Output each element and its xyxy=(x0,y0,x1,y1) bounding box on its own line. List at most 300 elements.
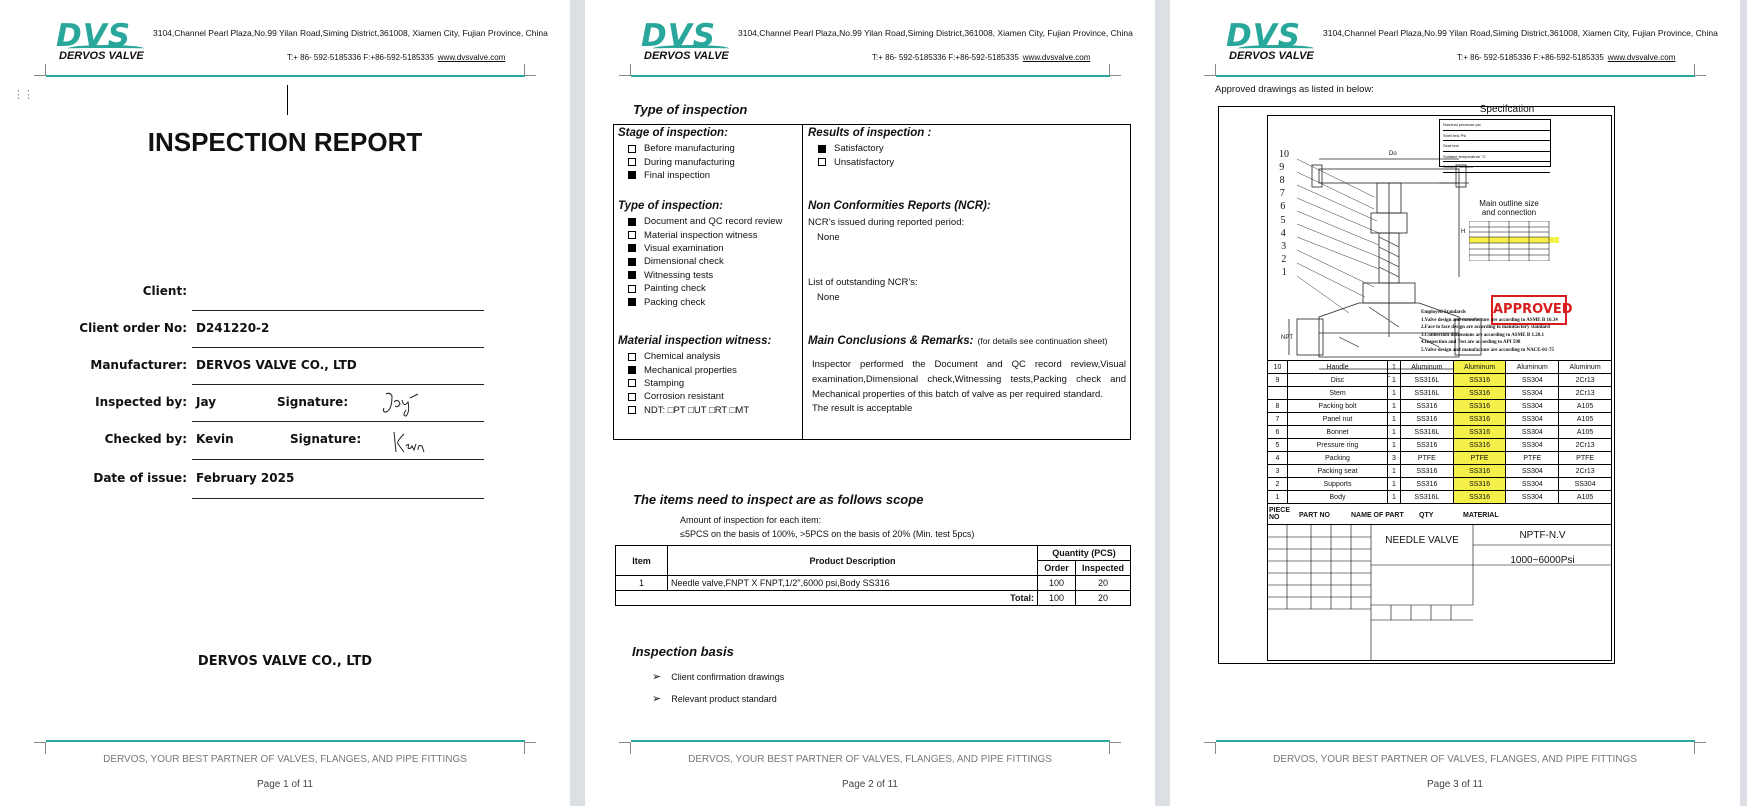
parts-cell: SS304 xyxy=(1559,478,1612,491)
outline-title-text: Main outline size xyxy=(1479,199,1539,208)
order-value: D241220-2 xyxy=(196,321,270,335)
checklist-label: NDT: □PT □UT □RT □MT xyxy=(644,404,750,416)
ncr-outstanding-value: None xyxy=(817,292,840,303)
parts-cell: SS316 xyxy=(1453,387,1506,400)
checkbox-checked-icon[interactable] xyxy=(628,298,636,306)
cell-order: 100 xyxy=(1038,576,1076,591)
parts-cell: 4 xyxy=(1268,452,1288,465)
header-website-link[interactable]: www.dvsvalve.com xyxy=(1022,53,1091,62)
parts-cell: SS316L xyxy=(1401,374,1454,387)
scope-heading: The items need to inspect are as follows scope xyxy=(633,492,924,507)
approved-stamp: APPROVED xyxy=(1491,295,1567,325)
parts-cell: SS316 xyxy=(1453,491,1506,504)
type-list xyxy=(628,215,782,309)
col-material: MATERIAL xyxy=(1463,512,1499,519)
checkbox-checked-icon[interactable] xyxy=(628,366,636,374)
field-underline xyxy=(192,421,484,422)
checklist-label: During manufacturing xyxy=(644,156,735,168)
checklist-label: Corrosion resistant xyxy=(644,391,724,403)
total-inspected: 20 xyxy=(1076,591,1131,606)
spec-title: Specifcation xyxy=(1479,104,1535,115)
parts-cell: SS316 xyxy=(1453,426,1506,439)
checklist-label: Painting check xyxy=(644,283,706,295)
parts-cell: 1 xyxy=(1268,491,1288,504)
parts-cell: 2 xyxy=(1268,478,1288,491)
checkbox-empty-icon[interactable] xyxy=(628,406,636,414)
signature-label: Signature: xyxy=(277,395,349,409)
col-qty: QTY xyxy=(1419,512,1434,519)
checklist-item xyxy=(628,242,782,255)
checklist-item xyxy=(818,142,931,155)
page-number: Page 3 of 11 xyxy=(1427,779,1483,790)
results-heading: Results of inspection : xyxy=(808,127,932,139)
checklist-label: Before manufacturing xyxy=(644,143,735,155)
company-logo xyxy=(56,18,151,62)
parts-cell: SS304 xyxy=(1506,491,1559,504)
svg-text:Do: Do xyxy=(1389,151,1397,157)
table-row xyxy=(1268,413,1612,426)
parts-cell: SS304 xyxy=(1506,439,1559,452)
text-cursor xyxy=(287,85,288,115)
type-heading: Type of inspection: xyxy=(618,200,723,212)
footer-rule xyxy=(1216,740,1695,742)
pressure-rating: 1000~6000Psi xyxy=(1510,555,1575,566)
part-balloon-label: 6 xyxy=(1280,201,1286,213)
parts-cell: Packing bolt xyxy=(1288,400,1388,413)
outline-title xyxy=(1469,199,1549,217)
parts-cell xyxy=(1268,387,1288,400)
parts-cell: SS304 xyxy=(1506,374,1559,387)
table-row xyxy=(1268,465,1612,478)
manufacturer-label: Manufacturer: xyxy=(90,358,187,372)
conclusions-result: The result is acceptable xyxy=(812,403,913,414)
total-label: Total: xyxy=(616,591,1038,606)
conclusions-note: (for details see continuation sheet) xyxy=(977,336,1108,346)
spec-row: Shell test Psi xyxy=(1443,131,1550,142)
parts-cell: A105 xyxy=(1559,400,1612,413)
parts-cell: SS316 xyxy=(1453,374,1506,387)
checklist-item xyxy=(628,255,782,268)
parts-cell: 10 xyxy=(1268,361,1288,374)
col-quantity: Quantity (PCS) xyxy=(1038,546,1131,561)
checkbox-checked-icon[interactable] xyxy=(628,258,636,266)
parts-cell: Stem xyxy=(1288,387,1388,400)
field-underline xyxy=(192,498,484,499)
conclusions-heading: Main Conclusions & Remarks: xyxy=(808,335,974,347)
column-divider xyxy=(802,125,803,439)
results-section xyxy=(808,127,931,169)
arrow-bullet-icon: ➢ xyxy=(652,671,662,683)
parts-cell: Pressure ring xyxy=(1288,439,1388,452)
parts-cell: Aluminum xyxy=(1453,361,1506,374)
checkbox-checked-icon[interactable] xyxy=(818,145,826,153)
standards-list xyxy=(1421,317,1561,355)
material-section xyxy=(618,335,771,417)
table-row xyxy=(1268,491,1612,504)
signature-jay-image xyxy=(380,388,420,418)
margin-corner-mark xyxy=(524,742,536,754)
outline-size-table-image xyxy=(1469,221,1559,261)
field-underline xyxy=(192,310,484,311)
svg-text:H: H xyxy=(1461,229,1466,235)
part-balloon-label: 4 xyxy=(1280,227,1286,239)
model-number: NPTF-N.V xyxy=(1519,530,1566,541)
standard-item: 2.Face to face design are according to manufactory standard xyxy=(1421,325,1550,330)
parts-cell: 1 xyxy=(1388,426,1401,439)
header-contact xyxy=(1457,53,1675,62)
checklist-item xyxy=(628,404,771,417)
table-row xyxy=(616,576,1131,591)
header-rule xyxy=(1216,75,1695,77)
parts-cell: 1 xyxy=(1388,374,1401,387)
parts-cell: SS304 xyxy=(1506,387,1559,400)
field-underline xyxy=(192,384,484,385)
parts-cell: 5 xyxy=(1268,439,1288,452)
svg-text:NPT: NPT xyxy=(1281,335,1293,341)
stage-list xyxy=(628,142,735,182)
checklist-label: Material inspection witness xyxy=(644,229,758,241)
page-number: Page 1 of 11 xyxy=(257,779,313,790)
basis-item-label: Client confirmation drawings xyxy=(671,671,785,682)
parts-cell: SS316L xyxy=(1401,387,1454,400)
parts-cell: PTFE xyxy=(1401,452,1454,465)
col-name-of-part: NAME OF PART xyxy=(1351,512,1404,519)
inspection-box xyxy=(613,124,1131,440)
parts-cell: SS316L xyxy=(1401,491,1454,504)
parts-cell: 7 xyxy=(1268,413,1288,426)
company-logo xyxy=(641,18,736,62)
checklist-item xyxy=(628,295,782,308)
parts-cell: 1 xyxy=(1388,491,1401,504)
parts-cell: Aluminum xyxy=(1401,361,1454,374)
table-total-row xyxy=(616,591,1131,606)
checked-by-label: Checked by: xyxy=(104,432,187,446)
table-row xyxy=(1268,478,1612,491)
footer-slogan: DERVOS, YOUR BEST PARTNER OF VALVES, FLANGES, AND PIPE FITTINGS xyxy=(1273,754,1637,765)
checkbox-checked-icon[interactable] xyxy=(628,271,636,279)
page-1 xyxy=(0,0,570,806)
header-address: 3104,Channel Pearl Plaza,No.99 Yilan Road,Siming District,361008, Xiamen City, Fujian Province, China xyxy=(1323,28,1718,38)
parts-cell: SS316 xyxy=(1453,439,1506,452)
parts-cell: Body xyxy=(1288,491,1388,504)
order-label: Client order No: xyxy=(79,321,187,335)
standards-title: Employed Standards xyxy=(1421,310,1466,315)
parts-cell: 2Cr13 xyxy=(1559,465,1612,478)
parts-cell: 1 xyxy=(1388,478,1401,491)
standard-item: 4.Inspection and Test are according to API 598 xyxy=(1421,340,1521,345)
page-2 xyxy=(585,0,1155,806)
arrow-bullet-icon: ➢ xyxy=(652,693,662,705)
parts-cell: Packing xyxy=(1288,452,1388,465)
checklist-item xyxy=(628,282,782,295)
parts-cell: 6 xyxy=(1268,426,1288,439)
outline-sub-text: and connection xyxy=(1481,208,1537,217)
cell-item: 1 xyxy=(616,576,668,591)
basis-heading: Inspection basis xyxy=(632,644,734,659)
basis-item xyxy=(652,692,777,705)
header-rule xyxy=(46,75,525,77)
type-section xyxy=(618,200,782,309)
inspected-by-label: Inspected by: xyxy=(95,395,187,409)
checklist-item xyxy=(628,390,771,403)
header-phone: T:+ 86- 592-5185336 F:+86-592-5185335 xyxy=(872,53,1019,62)
parts-cell: PTFE xyxy=(1453,452,1506,465)
checkbox-empty-icon[interactable] xyxy=(628,231,636,239)
manufacturer-value: DERVOS VALVE CO., LTD xyxy=(196,358,357,372)
header-address: 3104,Channel Pearl Plaza,No.99 Yilan Road,Siming District,361008, Xiamen City, Fujian Province, China xyxy=(738,28,1133,38)
part-balloon-label: 5 xyxy=(1280,214,1286,226)
checklist-item xyxy=(628,142,735,155)
header-contact xyxy=(872,53,1090,62)
col-part-no: PART NO xyxy=(1299,512,1330,519)
part-balloon-label: 2 xyxy=(1281,253,1287,265)
parts-cell: 1 xyxy=(1388,387,1401,400)
field-underline xyxy=(192,459,484,460)
checkbox-checked-icon[interactable] xyxy=(628,218,636,226)
checklist-item xyxy=(628,377,771,390)
field-underline xyxy=(192,347,484,348)
margin-corner-mark xyxy=(34,742,46,754)
footer-rule xyxy=(46,740,525,742)
ncr-outstanding-label: List of outstanding NCR’s: xyxy=(808,277,918,288)
parts-cell: 2Cr13 xyxy=(1559,439,1612,452)
spec-row: Seat test xyxy=(1443,141,1550,152)
margin-corner-mark xyxy=(619,64,631,76)
checkbox-empty-icon[interactable] xyxy=(818,158,826,166)
checklist-label: Mechanical properties xyxy=(644,364,737,376)
parts-cell: 1 xyxy=(1388,439,1401,452)
checklist-item xyxy=(628,155,735,168)
ncr-heading: Non Conformities Reports (NCR): xyxy=(808,200,991,212)
parts-cell: SS304 xyxy=(1506,465,1559,478)
parts-cell: Disc xyxy=(1288,374,1388,387)
standard-item: 3.Connection dimensions are according to ASME B 1.20.1 xyxy=(1421,332,1544,338)
report-title: INSPECTION REPORT xyxy=(147,127,423,157)
header-phone: T:+ 86- 592-5185336 F:+86-592-5185335 xyxy=(1457,53,1604,62)
cell-description: Needle valve,FNPT X FNPT,1/2",6000 psi,Body SS316 xyxy=(668,576,1038,591)
checkbox-checked-icon[interactable] xyxy=(628,244,636,252)
checklist-item xyxy=(628,350,771,363)
footer-slogan: DERVOS, YOUR BEST PARTNER OF VALVES, FLANGES, AND PIPE FITTINGS xyxy=(688,754,1052,765)
parts-table xyxy=(1267,360,1612,504)
parts-cell: SS316 xyxy=(1453,478,1506,491)
parts-cell: PTFE xyxy=(1559,452,1612,465)
parts-cell: Handle xyxy=(1288,361,1388,374)
table-row xyxy=(1268,400,1612,413)
checklist-item xyxy=(818,155,931,168)
parts-cell: SS304 xyxy=(1506,413,1559,426)
parts-cell: SS316 xyxy=(1453,465,1506,478)
table-row xyxy=(1268,426,1612,439)
parts-cell: 3 xyxy=(1268,465,1288,478)
stage-heading: Stage of inspection: xyxy=(618,127,728,139)
parts-cell: Panel nut xyxy=(1288,413,1388,426)
checklist-label: Chemical analysis xyxy=(644,351,721,363)
checkbox-empty-icon[interactable] xyxy=(628,393,636,401)
ncr-issued-label: NCR’s issued during reported period: xyxy=(808,217,965,228)
checkbox-empty-icon[interactable] xyxy=(628,145,636,153)
approved-drawings-note: Approved drawings as listed in below: xyxy=(1215,84,1374,95)
checklist-item xyxy=(628,228,782,241)
parts-cell: A105 xyxy=(1559,491,1612,504)
cell-inspected: 20 xyxy=(1076,576,1131,591)
header-phone: T:+ 86- 592-5185336 F:+86-592-5185335 xyxy=(287,53,434,62)
logo-text: DERVOS VALVE xyxy=(1229,50,1314,62)
checkbox-empty-icon[interactable] xyxy=(628,285,636,293)
table-row xyxy=(1268,361,1612,374)
header-contact xyxy=(287,53,505,62)
checkbox-empty-icon[interactable] xyxy=(628,353,636,361)
footer-slogan: DERVOS, YOUR BEST PARTNER OF VALVES, FLANGES, AND PIPE FITTINGS xyxy=(103,754,467,765)
part-balloon-label: 8 xyxy=(1279,175,1285,187)
parts-cell: 9 xyxy=(1268,374,1288,387)
parts-cell: A105 xyxy=(1559,426,1612,439)
parts-header-row xyxy=(1267,505,1612,525)
drag-handle-icon[interactable]: ⋮⋮ xyxy=(13,89,33,101)
checklist-label: Final inspection xyxy=(644,169,711,181)
parts-cell: SS316L xyxy=(1401,426,1454,439)
checklist-item xyxy=(628,269,782,282)
conclusions-text: Inspector performed the Document and QC record review,Visual examination,Dimensional check,Witnessing tests,Packing check and Mechanical properties of this batch of valve as per required standard. xyxy=(812,359,1126,400)
checklist-label: Stamping xyxy=(644,377,685,389)
basis-item-label: Relevant product standard xyxy=(671,693,777,704)
parts-cell: 8 xyxy=(1268,400,1288,413)
col-inspected: Inspected xyxy=(1076,561,1131,576)
parts-cell: 2Cr13 xyxy=(1559,374,1612,387)
parts-cell: Aluminum xyxy=(1506,361,1559,374)
parts-cell: SS316 xyxy=(1453,400,1506,413)
inspection-table xyxy=(615,545,1131,606)
basis-item xyxy=(652,670,784,683)
spec-row: Suitable medium xyxy=(1443,162,1550,173)
checkbox-empty-icon[interactable] xyxy=(628,379,636,387)
spec-row: Nominal pressure psi xyxy=(1443,120,1550,131)
checklist-label: Satisfactory xyxy=(834,143,884,155)
signature-label: Signature: xyxy=(290,432,362,446)
page-3 xyxy=(1170,0,1740,806)
company-name: DERVOS VALVE CO., LTD xyxy=(197,654,373,669)
parts-cell: SS316 xyxy=(1401,478,1454,491)
product-name: NEEDLE VALVE xyxy=(1385,535,1459,546)
section-heading-type: Type of inspection xyxy=(633,102,748,117)
total-order: 100 xyxy=(1038,591,1076,606)
header-website-link[interactable]: www.dvsvalve.com xyxy=(437,53,506,62)
parts-cell: SS316 xyxy=(1401,400,1454,413)
checklist-item xyxy=(628,363,771,376)
header-website-link[interactable]: www.dvsvalve.com xyxy=(1607,53,1676,62)
parts-cell: SS316 xyxy=(1401,413,1454,426)
amount-label: Amount of inspection for each item: xyxy=(680,515,822,525)
checklist-label: Visual examination xyxy=(644,242,724,254)
col-description: Product Description xyxy=(668,546,1038,576)
checked-by-value: Kevin xyxy=(196,432,234,446)
parts-cell: 3 xyxy=(1388,452,1401,465)
conclusions-section xyxy=(808,335,1126,414)
standard-item: 1.Valve design and manufacture are according to ASME B 16.34 xyxy=(1421,317,1558,323)
col-order: Order xyxy=(1038,561,1076,576)
checklist-item xyxy=(628,169,735,182)
margin-corner-mark xyxy=(1109,64,1121,76)
company-logo xyxy=(1226,18,1321,62)
parts-cell: PTFE xyxy=(1506,452,1559,465)
header-address: 3104,Channel Pearl Plaza,No.99 Yilan Road,Siming District,361008, Xiamen City, Fujian Province, China xyxy=(153,28,548,38)
parts-cell: 1 xyxy=(1388,465,1401,478)
part-balloon-label: 1 xyxy=(1281,266,1287,278)
logo-text: DERVOS VALVE xyxy=(59,50,144,62)
logo-mark: DVS xyxy=(641,18,717,54)
table-row xyxy=(1268,439,1612,452)
spec-row: Suitable temperature °C xyxy=(1443,152,1550,163)
part-balloon-label: 3 xyxy=(1281,240,1287,252)
checkbox-checked-icon[interactable] xyxy=(628,171,636,179)
parts-cell: 2Cr13 xyxy=(1559,387,1612,400)
ncr-issued-value: None xyxy=(817,232,840,243)
parts-cell: SS304 xyxy=(1506,478,1559,491)
checklist-label: Packing check xyxy=(644,296,706,308)
parts-cell: Supports xyxy=(1288,478,1388,491)
logo-mark: DVS xyxy=(1226,18,1302,54)
stage-section xyxy=(618,127,735,182)
client-label: Client: xyxy=(142,284,187,298)
checklist-label: Witnessing tests xyxy=(644,269,714,281)
margin-corner-mark xyxy=(619,742,631,754)
parts-cell: SS316 xyxy=(1401,439,1454,452)
standards-block xyxy=(1421,309,1561,354)
parts-cell: Aluminum xyxy=(1559,361,1612,374)
checklist-item xyxy=(628,215,782,228)
date-label: Date of issue: xyxy=(93,471,187,485)
checkbox-empty-icon[interactable] xyxy=(628,158,636,166)
col-piece-no: PIECE NO xyxy=(1269,507,1291,521)
amount-rule: ≤5PCS on the basis of 100%, >5PCS on the basis of 20% (Min. test 5pcs) xyxy=(680,529,975,539)
standard-item: 5.Valve design and manufacture are according to NACE-01-75 xyxy=(1421,347,1554,353)
table-row xyxy=(1268,452,1612,465)
parts-cell: 1 xyxy=(1388,361,1401,374)
margin-corner-mark xyxy=(1204,64,1216,76)
material-heading: Material inspection witness: xyxy=(618,335,772,347)
margin-corner-mark xyxy=(524,64,536,76)
header-rule xyxy=(631,75,1110,77)
parts-cell: 1 xyxy=(1388,413,1401,426)
table-row xyxy=(1268,387,1612,400)
col-item: Item xyxy=(616,546,668,576)
parts-cell: SS304 xyxy=(1506,400,1559,413)
margin-corner-mark xyxy=(1204,742,1216,754)
margin-corner-mark xyxy=(1694,742,1706,754)
results-list xyxy=(818,142,931,169)
part-balloon-label: 7 xyxy=(1279,188,1285,200)
parts-cell: Packing seat xyxy=(1288,465,1388,478)
page-number: Page 2 of 11 xyxy=(842,779,898,790)
logo-mark: DVS xyxy=(56,18,132,54)
logo-text: DERVOS VALVE xyxy=(644,50,729,62)
date-value: February 2025 xyxy=(196,471,295,485)
footer-rule xyxy=(631,740,1110,742)
parts-cell: Bonnet xyxy=(1288,426,1388,439)
table-row xyxy=(1268,374,1612,387)
parts-cell: A105 xyxy=(1559,413,1612,426)
parts-cell: 1 xyxy=(1388,400,1401,413)
ncr-section xyxy=(808,200,991,305)
svg-text:L: L xyxy=(1387,373,1391,379)
part-balloon-label: 9 xyxy=(1279,162,1285,174)
signature-kevin-image xyxy=(390,428,430,458)
margin-corner-mark xyxy=(1109,742,1121,754)
parts-cell: SS304 xyxy=(1506,426,1559,439)
parts-cell: SS316 xyxy=(1453,413,1506,426)
checklist-label: Document and QC record review xyxy=(644,216,783,228)
parts-cell: SS316 xyxy=(1401,465,1454,478)
